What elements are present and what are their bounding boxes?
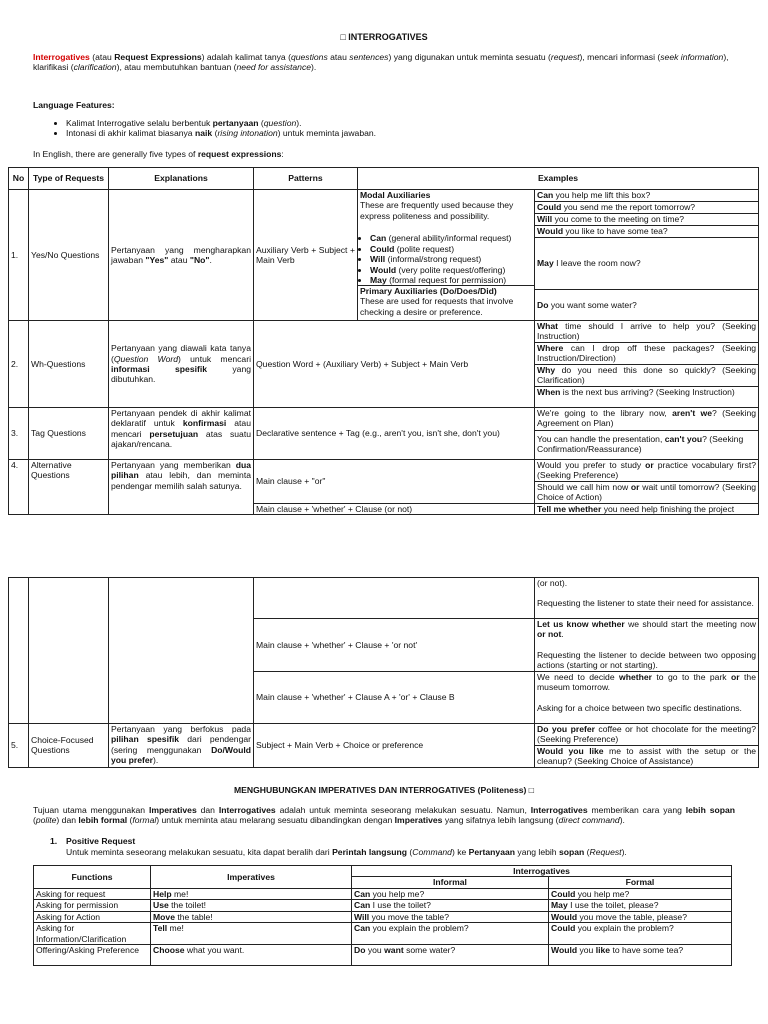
formal-cell xyxy=(549,945,732,966)
text: atau xyxy=(327,52,350,62)
examples-cell xyxy=(535,408,759,460)
text: We're going to the library now, xyxy=(537,408,673,418)
section-paragraph xyxy=(33,805,735,826)
formal-cell xyxy=(549,923,732,945)
header-informal: Informal xyxy=(352,877,549,888)
text: ( xyxy=(33,815,36,826)
text: yang sifatnya lebih langsung ( xyxy=(442,815,559,826)
text: ) untuk mencari xyxy=(178,353,251,364)
text: Let us know whether xyxy=(537,619,625,629)
text: can't you xyxy=(664,434,703,444)
text: Do xyxy=(537,299,549,310)
text: Pertanyaan xyxy=(468,847,516,857)
text: Will xyxy=(354,911,370,922)
text: Do/Would you prefer xyxy=(111,744,251,766)
text: ( xyxy=(127,815,133,826)
text: I use the toilet? xyxy=(370,900,431,911)
text: rising intonation xyxy=(217,128,278,139)
text: Could xyxy=(537,202,562,212)
text: yang dibutuhkan. xyxy=(111,364,251,385)
intro-term: Interrogatives xyxy=(33,52,90,62)
text: request expressions xyxy=(197,149,282,159)
row-type xyxy=(29,578,109,724)
function-cell: Asking for Information/Clarification xyxy=(34,923,151,945)
text: what you want. xyxy=(184,945,245,956)
list-item-number: 1. xyxy=(50,836,58,846)
text: Request Expressions xyxy=(114,52,202,62)
example xyxy=(535,214,758,226)
modal-item xyxy=(370,244,532,254)
text: Pertanyaan yang mengharapkan jawaban xyxy=(111,244,251,265)
text: Can xyxy=(354,888,371,899)
text: ) adalah kalimat tanya ( xyxy=(201,52,291,62)
text: atau xyxy=(168,255,190,265)
text: time should I arrive to help you? (Seeking Instruction) xyxy=(537,321,757,342)
text: memberikan cara yang xyxy=(587,805,686,815)
text: (very polite request/offering) xyxy=(396,264,506,275)
text: you move the table? xyxy=(369,911,449,922)
text: Pertanyaan yang berfokus pada xyxy=(111,723,251,734)
header-imperatives: Imperatives xyxy=(151,866,352,889)
modal-list xyxy=(360,233,532,285)
text: May xyxy=(537,258,554,269)
text: me to assist with the setup or the cleanup? (Seeking Choice of Assistance) xyxy=(537,745,757,767)
text: Use xyxy=(153,900,169,911)
text: "No" xyxy=(189,255,210,265)
modal-item xyxy=(370,275,532,285)
function-cell: Asking for request xyxy=(34,888,151,899)
example xyxy=(535,431,758,455)
header-type: Type of Requests xyxy=(29,168,109,190)
text: May xyxy=(551,900,568,911)
example xyxy=(535,724,758,746)
examples-cell xyxy=(535,321,759,408)
text: whether xyxy=(619,671,652,682)
text: Question Word xyxy=(113,353,179,364)
example xyxy=(535,226,758,238)
text: ) untuk meminta atau melarang sesuatu dibandingkan dengan xyxy=(156,815,395,826)
table-row xyxy=(34,888,732,899)
text: dari pendengar (sering menggunakan xyxy=(111,734,251,755)
text: question xyxy=(263,118,297,128)
example xyxy=(535,343,758,365)
text: or xyxy=(731,671,740,682)
text: Requesting the listener to decide between two opposing actions (starting or not starting). xyxy=(537,649,756,671)
header-patterns: Patterns xyxy=(254,168,358,190)
text: You can handle the presentation, xyxy=(537,434,665,444)
text: or xyxy=(630,482,640,492)
row-type: Alternative Questions xyxy=(29,460,109,515)
table-row xyxy=(34,900,732,911)
row-explanation xyxy=(109,723,254,767)
text: . xyxy=(561,629,564,640)
example xyxy=(535,321,758,343)
text: lebih formal xyxy=(78,815,128,826)
text: questions xyxy=(290,52,328,62)
text: Would xyxy=(370,264,397,275)
text: Perintah langsung xyxy=(332,847,408,857)
text: ). xyxy=(621,847,627,857)
row-pattern: Main clause + 'whether' + Clause (or not) xyxy=(254,503,535,514)
text: Tell me whether xyxy=(537,503,602,514)
example xyxy=(535,619,759,672)
text: Would xyxy=(537,226,564,236)
row-pattern: Question Word + (Auxiliary Verb) + Subject + Main Verb xyxy=(254,321,535,408)
modal-item xyxy=(370,265,532,275)
text: ), mencari informasi ( xyxy=(579,52,661,62)
features-list xyxy=(52,118,746,139)
text: "Yes" xyxy=(145,255,169,265)
text: ) dan xyxy=(56,815,79,826)
text: ? (Seeking Agreement on Plan) xyxy=(537,408,756,429)
imperative-cell xyxy=(151,945,352,966)
text: you explain the problem? xyxy=(370,923,469,934)
text: Requesting the listener to state their need for assistance. xyxy=(537,598,754,609)
imperative-cell xyxy=(151,900,352,911)
text: or xyxy=(645,460,654,470)
text: Pertanyaan pendek di akhir kalimat deklaratif untuk xyxy=(111,408,251,429)
text: dan xyxy=(196,805,219,815)
table-row xyxy=(9,190,759,321)
example xyxy=(535,671,759,723)
text: Would you prefer to study xyxy=(537,460,646,470)
text: Where xyxy=(537,343,564,353)
informal-cell xyxy=(352,911,549,922)
row-type: Choice-Focused Questions xyxy=(29,723,109,767)
text: Can xyxy=(354,923,371,934)
text: you explain the problem? xyxy=(575,923,674,934)
text: We need to decide xyxy=(537,671,620,682)
text: practice vocabulary first? (Seeking Preference) xyxy=(537,460,757,481)
text: atas suatu ajakan/rencana. xyxy=(111,428,252,450)
text: Could xyxy=(551,923,576,934)
text: . xyxy=(209,255,212,265)
text: ) untuk meminta jawaban. xyxy=(277,128,377,139)
example xyxy=(535,387,758,407)
imperative-cell xyxy=(151,911,352,922)
text: Imperatives xyxy=(394,815,443,826)
row-pattern: Main clause + 'whether' + Clause A + 'or' + Clause B xyxy=(254,671,535,723)
header-formal: Formal xyxy=(549,877,732,888)
text: seek information xyxy=(660,52,724,62)
example xyxy=(535,290,758,320)
text: persetujuan xyxy=(149,428,199,439)
text: adalah untuk meminta seseorang melakukan sesuatu. Namun, xyxy=(275,805,531,815)
row-explanation xyxy=(109,321,254,408)
text: ) yang digunakan untuk meminta sesuatu ( xyxy=(388,52,551,62)
text: ( xyxy=(584,847,590,857)
row-number: 2. xyxy=(9,321,29,408)
table-row xyxy=(9,578,759,619)
text: In English, there are generally five types of xyxy=(33,149,198,159)
text: atau mencari xyxy=(111,418,251,439)
header-interrogatives: Interrogatives xyxy=(352,866,732,877)
header-no: No xyxy=(9,168,29,190)
text: ( xyxy=(258,118,264,128)
row-number: 1. xyxy=(9,190,29,321)
row-type: Wh-Questions xyxy=(29,321,109,408)
text: ), atau membutuhkan bantuan ( xyxy=(116,62,237,73)
example xyxy=(535,460,758,482)
informal-cell xyxy=(352,888,549,899)
row-type: Yes/No Questions xyxy=(29,190,109,321)
text: some water? xyxy=(403,945,456,956)
text: ). xyxy=(311,62,317,73)
row-type: Tag Questions xyxy=(29,408,109,460)
text: (polite request) xyxy=(394,243,455,254)
text: polite xyxy=(35,815,57,826)
text: Move xyxy=(153,911,175,922)
table-row xyxy=(9,723,759,767)
text: Tujuan utama menggunakan xyxy=(33,805,149,815)
table-row xyxy=(9,460,759,504)
text: or not xyxy=(537,629,562,640)
text: lebih sopan xyxy=(685,805,736,815)
text: request xyxy=(550,52,580,62)
row-number: 4. xyxy=(9,460,29,515)
text: yang lebih xyxy=(515,847,559,857)
text: Could xyxy=(370,243,395,254)
table-row xyxy=(34,945,732,966)
row-number xyxy=(9,578,29,724)
section-title: MENGHUBUNGKAN IMPERATIVES DAN INTERROGATIVES (Politeness) □ xyxy=(234,785,534,795)
text: naik xyxy=(194,128,213,139)
examples-cell xyxy=(535,190,759,321)
row-explanation xyxy=(109,408,254,460)
informal-cell xyxy=(352,945,549,966)
text: Imperatives xyxy=(148,805,197,815)
text: dua pilihan xyxy=(111,460,251,481)
text: ? (Seeking Confirmation/Reassurance) xyxy=(537,434,744,455)
feature-item xyxy=(66,118,746,128)
formal-cell xyxy=(549,911,732,922)
page-title: □ INTERROGATIVES xyxy=(340,32,428,42)
formal-cell xyxy=(549,900,732,911)
text: you need help finishing the project xyxy=(601,503,735,514)
table-row xyxy=(34,923,732,945)
request-types-table xyxy=(8,167,759,515)
text: konfirmasi xyxy=(182,418,227,429)
text: Do xyxy=(354,945,366,956)
text: : xyxy=(281,149,284,159)
text: me! xyxy=(171,888,189,899)
text: you xyxy=(365,945,385,956)
example xyxy=(535,202,758,214)
function-cell: Offering/Asking Preference xyxy=(34,945,151,966)
text: me! xyxy=(167,923,184,934)
politeness-table xyxy=(33,865,732,966)
five-types-line xyxy=(33,149,284,159)
row-explanation xyxy=(109,190,254,321)
text: the toilet! xyxy=(168,900,207,911)
example xyxy=(535,578,759,619)
primary-heading: Primary Auxiliaries (Do/Does/Did) xyxy=(360,286,497,296)
list-item-title: Positive Request xyxy=(66,836,136,846)
text: Would you like xyxy=(537,745,604,756)
text: (informal/strong request) xyxy=(385,254,482,265)
text: ) ke xyxy=(451,847,469,857)
text: aren't we xyxy=(672,408,712,418)
row-explanation xyxy=(109,460,254,515)
example xyxy=(535,238,758,290)
text: like xyxy=(595,945,611,956)
text: to have some tea? xyxy=(610,945,684,956)
text: to go to the park xyxy=(651,671,732,682)
text: Pertanyaan yang memberikan xyxy=(111,460,236,470)
text: you help me? xyxy=(575,888,630,899)
row-number: 5. xyxy=(9,723,29,767)
imperative-cell xyxy=(151,923,352,945)
text: I use the toilet, please? xyxy=(567,900,659,911)
modal-item xyxy=(370,254,532,264)
text: Why xyxy=(537,365,556,375)
function-cell: Asking for Action xyxy=(34,911,151,922)
text: ), klarifikasi ( xyxy=(33,52,729,73)
text: direct command xyxy=(558,815,620,826)
text: Pertanyaan yang diawali kata tanya ( xyxy=(111,343,251,364)
imperative-cell xyxy=(151,888,352,899)
text: informasi spesifik xyxy=(111,364,208,374)
text: Untuk meminta seseorang melakukan sesuatu, kita dapat beralih dari xyxy=(66,847,333,857)
text: you help me? xyxy=(370,888,425,899)
row-pattern: Main clause + 'whether' + Clause + 'or not' xyxy=(254,619,535,672)
text: May xyxy=(370,275,387,286)
text: Would xyxy=(551,911,578,922)
text: (formal request for permission) xyxy=(386,275,507,286)
text: ). xyxy=(619,815,625,826)
text: you come to the meeting on time? xyxy=(552,214,685,224)
text: Could xyxy=(551,888,576,899)
text: you xyxy=(577,945,596,956)
text: Will xyxy=(370,254,386,265)
row-pattern: Declarative sentence + Tag (e.g., aren't you, isn't she, don't you) xyxy=(254,408,535,460)
row-pattern: Subject + Main Verb + Choice or preference xyxy=(254,723,535,767)
text: sentences xyxy=(349,52,389,62)
text: clarification xyxy=(73,62,117,73)
text: I leave the room now? xyxy=(553,258,641,269)
features-heading: Language Features: xyxy=(33,100,115,110)
auxiliaries-cell xyxy=(358,190,535,321)
request-types-table-continued xyxy=(8,577,759,768)
text: want xyxy=(384,945,404,956)
text: Can xyxy=(370,233,387,244)
text: the table! xyxy=(174,911,213,922)
intro-paragraph xyxy=(33,52,735,73)
row-pattern: Main clause + "or" xyxy=(254,460,535,504)
text: do you need this done so quickly? (Seeking Clarification) xyxy=(537,365,757,386)
text: Can xyxy=(354,900,371,911)
text: ). xyxy=(153,755,159,766)
row-number: 3. xyxy=(9,408,29,460)
header-functions: Functions xyxy=(34,866,151,889)
example xyxy=(535,746,758,767)
header-examples: Examples xyxy=(358,168,759,190)
text: What xyxy=(537,321,559,331)
text: Can xyxy=(537,190,554,200)
informal-cell xyxy=(352,900,549,911)
modal-item xyxy=(370,233,532,243)
text: Command xyxy=(412,847,452,857)
text: pertanyaan xyxy=(212,118,259,128)
examples-cell xyxy=(535,723,759,767)
informal-cell xyxy=(352,923,549,945)
feature-item xyxy=(66,128,746,138)
row-pattern xyxy=(254,578,535,619)
table-row xyxy=(9,408,759,460)
header-explanations: Explanations xyxy=(109,168,254,190)
text: (or not). xyxy=(537,578,568,588)
text: Interrogatives xyxy=(218,805,276,815)
function-cell: Asking for permission xyxy=(34,900,151,911)
text: is the next bus arriving? (Seeking Instruction) xyxy=(560,387,735,397)
example xyxy=(535,482,758,503)
text: Help xyxy=(153,888,172,899)
row-explanation xyxy=(109,578,254,724)
text: coffee or hot chocolate for the meeting? (Seeking Preference) xyxy=(537,723,756,745)
text: can I drop off these packages? (Seeking Instruction/Direction) xyxy=(537,343,757,364)
text: (atau xyxy=(89,52,115,62)
table-row xyxy=(34,911,732,922)
text: Kalimat Interrogative selalu berbentuk xyxy=(66,118,213,128)
text: Choose xyxy=(153,945,185,956)
table-row xyxy=(9,321,759,408)
text: pilihan spesifik xyxy=(111,734,179,745)
text: ( xyxy=(407,847,413,857)
example xyxy=(535,503,759,514)
text: Interrogatives xyxy=(530,805,588,815)
primary-description: These are used for requests that involve checking a desire or preference. xyxy=(360,296,514,317)
text: we should start the meeting now xyxy=(624,619,756,629)
text: (general ability/informal request) xyxy=(386,233,512,244)
text: wait until tomorrow? (Seeking Choice of Action) xyxy=(537,482,757,503)
text: you want some water? xyxy=(548,299,637,310)
text: you send me the report tomorrow? xyxy=(561,202,696,212)
examples-cell xyxy=(535,460,759,504)
text: Do you prefer xyxy=(537,723,595,734)
formal-cell xyxy=(549,888,732,899)
text: Tell xyxy=(153,923,168,934)
text: you help me lift this box? xyxy=(553,190,651,200)
text: When xyxy=(537,387,561,397)
text: Request xyxy=(589,847,622,857)
text: Asking for a choice between two specific destinations. xyxy=(537,702,742,713)
example xyxy=(535,190,758,202)
text: ). xyxy=(296,118,302,128)
text: Intonasi di akhir kalimat biasanya xyxy=(66,128,195,139)
text: Would xyxy=(551,945,578,956)
text: atau lebih, dan meminta pendengar memilih salah satunya. xyxy=(111,470,251,491)
modal-description: These are frequently used because they express politeness and possibility. xyxy=(360,200,514,221)
example xyxy=(535,408,758,431)
text: Will xyxy=(537,214,553,224)
example xyxy=(535,365,758,387)
row-pattern: Auxiliary Verb + Subject + Main Verb xyxy=(254,190,358,321)
text: ( xyxy=(212,128,218,139)
text: Should we call him now xyxy=(537,482,631,492)
text: you like to have some tea? xyxy=(563,226,668,236)
text: formal xyxy=(132,815,157,826)
text: sopan xyxy=(558,847,585,857)
text: need for assistance xyxy=(236,62,312,73)
list-item-description xyxy=(66,847,736,857)
modal-heading: Modal Auxiliaries xyxy=(360,190,431,200)
text: you move the table, please? xyxy=(577,911,687,922)
text: the museum tomorrow. xyxy=(537,671,756,693)
